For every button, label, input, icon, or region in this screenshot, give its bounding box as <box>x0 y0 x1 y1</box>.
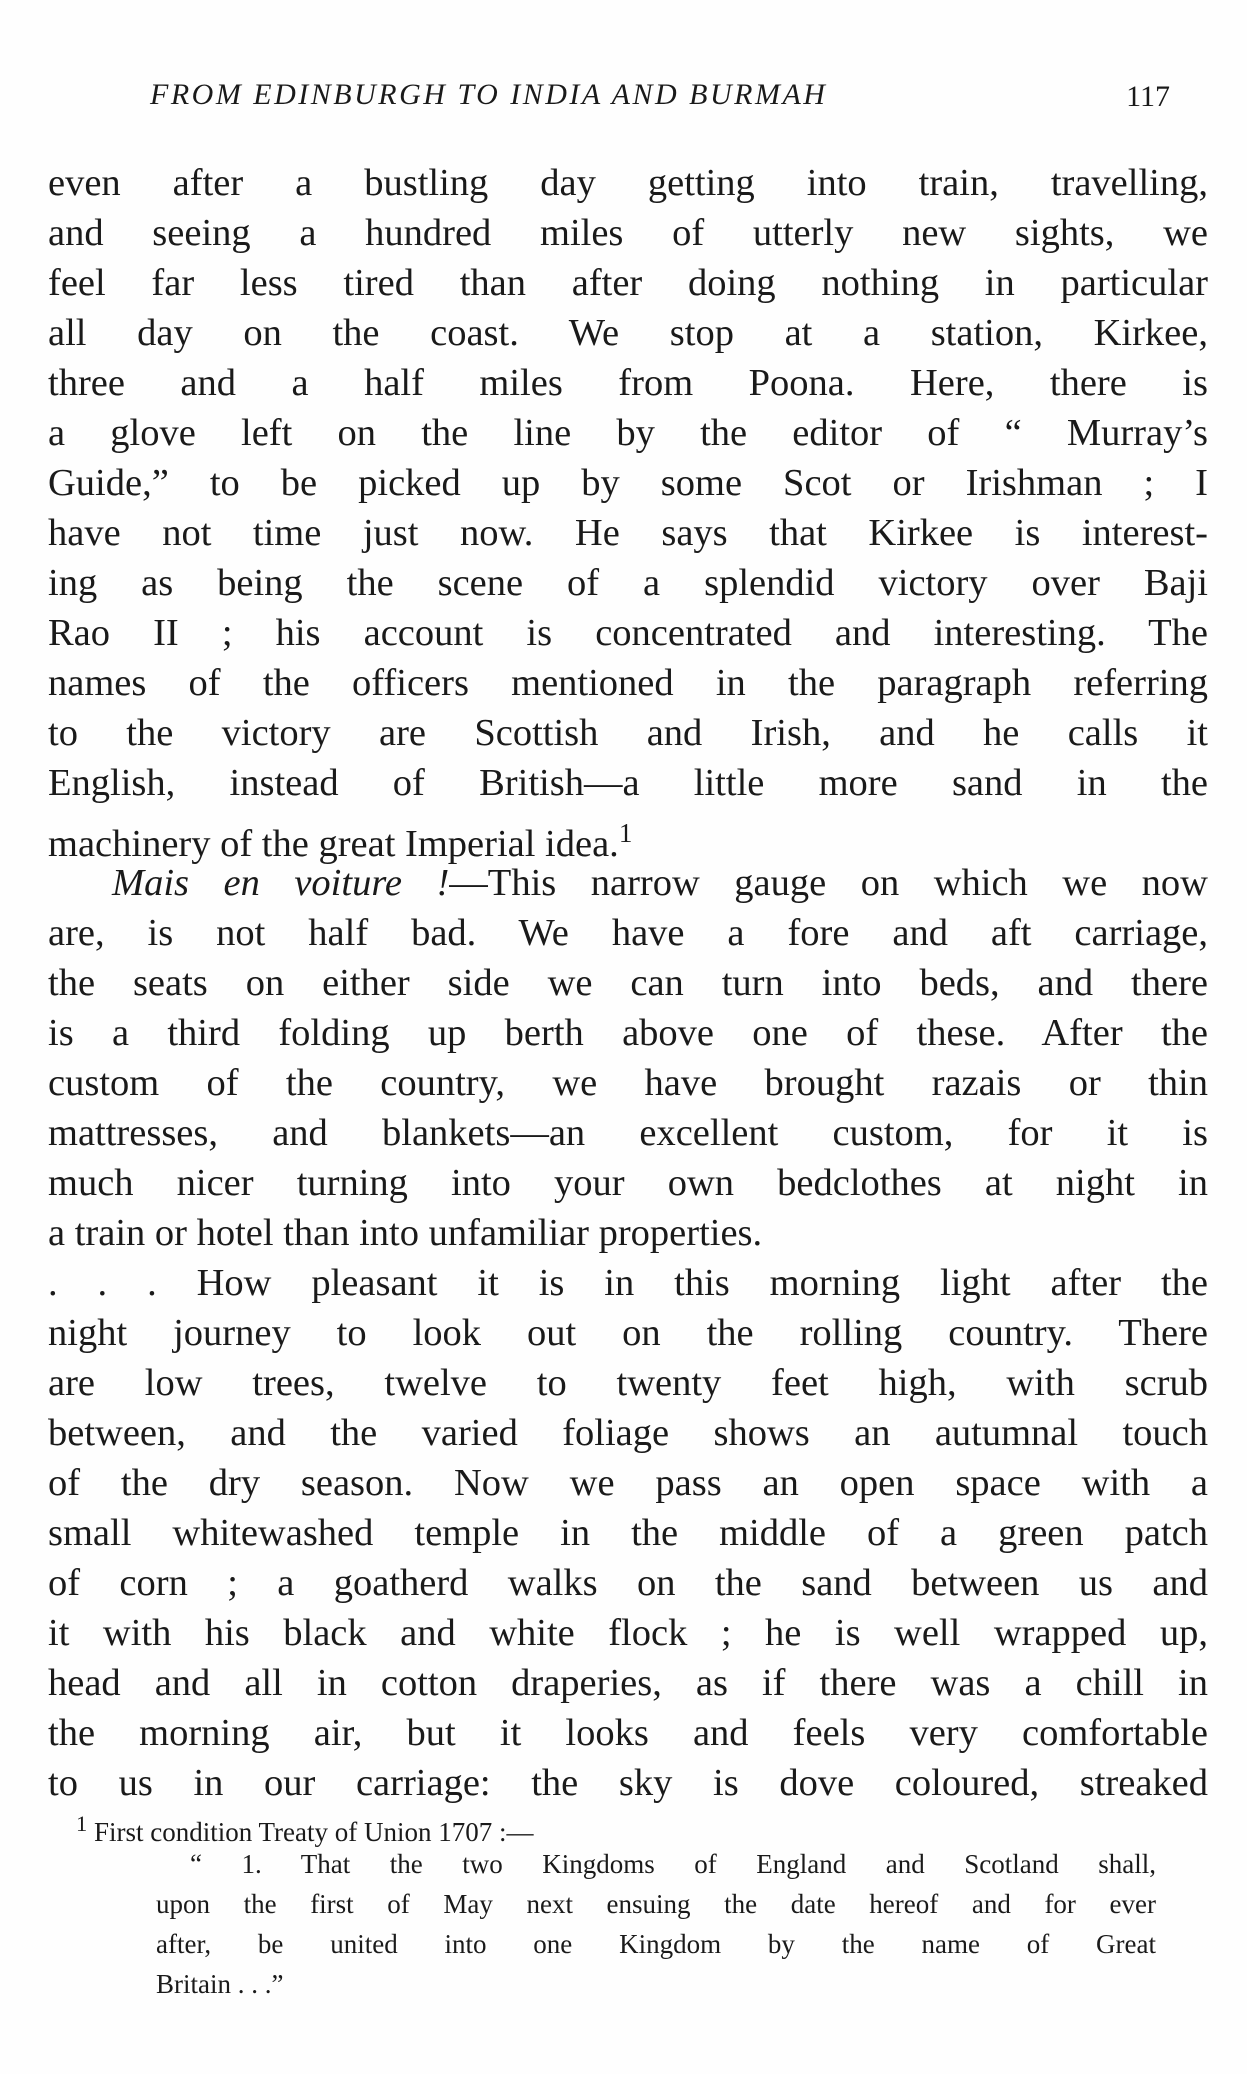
text-line: the seats on either side we can turn into beds, and there <box>48 962 1208 1004</box>
footnote-quote-line: after, be united into one Kingdom by the name of Great <box>156 1929 1156 1959</box>
text-line: . . . How pleasant it is in this morning light after the <box>48 1262 1208 1304</box>
running-title: FROM EDINBURGH TO INDIA AND BURMAH <box>150 78 828 111</box>
text-line-content: machinery of the great Imperial idea. <box>48 822 619 865</box>
text-line: custom of the country, we have brought razais or thin <box>48 1062 1208 1104</box>
text-line: and seeing a hundred miles of utterly new sights, we <box>48 212 1208 254</box>
footnote-mark: 1 <box>76 1811 88 1836</box>
text-line: three and a half miles from Poona. Here, there is <box>48 362 1208 404</box>
footnote-quote-line: Britain . . .” <box>156 1969 284 1999</box>
footnote-quote-line: upon the first of May next ensuing the date hereof and for ever <box>156 1889 1156 1919</box>
text-line: a train or hotel than into unfamiliar properties. <box>48 1212 763 1254</box>
text-line-content: —This narrow gauge on which we now <box>449 862 1208 904</box>
text-line: it with his black and white flock ; he is well wrapped up, <box>48 1612 1208 1654</box>
text-line: mattresses, and blankets—an excellent custom, for it is <box>48 1112 1208 1154</box>
text-line: much nicer turning into your own bedclothes at night in <box>48 1162 1208 1204</box>
text-line: between, and the varied foliage shows an autumnal touch <box>48 1412 1208 1454</box>
text-line: the morning air, but it looks and feels very comfortable <box>48 1712 1208 1754</box>
text-line: names of the officers mentioned in the paragraph referring <box>48 662 1208 704</box>
footnote-reference[interactable]: 1 <box>618 818 633 848</box>
text-line: a glove left on the line by the editor of “ Murray’s <box>48 412 1208 454</box>
footnote-intro-text: First condition Treaty of Union 1707 :— <box>94 1817 534 1847</box>
text-line: Rao II ; his account is concentrated and interesting. The <box>48 612 1208 654</box>
text-line: to the victory are Scottish and Irish, and he calls it <box>48 712 1208 754</box>
italic-phrase: Mais en voiture ! <box>112 862 450 904</box>
text-line <box>48 808 1208 865</box>
text-line: to us in our carriage: the sky is dove coloured, streaked <box>48 1762 1208 1804</box>
footnote-quote-line: “ 1. That the two Kingdoms of England and Scotland shall, <box>190 1849 1156 1879</box>
text-line: even after a bustling day getting into train, travelling, <box>48 162 1208 204</box>
text-line: of the dry season. Now we pass an open space with a <box>48 1462 1208 1504</box>
text-line: Guide,” to be picked up by some Scot or Irishman ; I <box>48 462 1208 504</box>
footnote-intro <box>48 1804 1208 1847</box>
text-line: feel far less tired than after doing nothing in particular <box>48 262 1208 304</box>
text-line: night journey to look out on the rolling country. There <box>48 1312 1208 1354</box>
page-number: 117 <box>1126 80 1170 113</box>
footnote <box>48 1804 1208 2004</box>
text-line: are, is not half bad. We have a fore and aft carriage, <box>48 912 1208 954</box>
paragraph-start <box>48 858 1208 908</box>
page-header <box>150 78 1190 124</box>
text-line: have not time just now. He says that Kirkee is interest- <box>48 512 1208 554</box>
text-line: head and all in cotton draperies, as if there was a chill in <box>48 1662 1208 1704</box>
text-line: small whitewashed temple in the middle of a green patch <box>48 1512 1208 1554</box>
body-text <box>48 158 1208 1808</box>
text-line: of corn ; a goatherd walks on the sand between us and <box>48 1562 1208 1604</box>
text-line: is a third folding up berth above one of these. After the <box>48 1012 1208 1054</box>
text-line: English, instead of British—a little more sand in the <box>48 762 1208 804</box>
text-line: ing as being the scene of a splendid victory over Baji <box>48 562 1208 604</box>
text-line: are low trees, twelve to twenty feet high, with scrub <box>48 1362 1208 1404</box>
text-line: all day on the coast. We stop at a station, Kirkee, <box>48 312 1208 354</box>
